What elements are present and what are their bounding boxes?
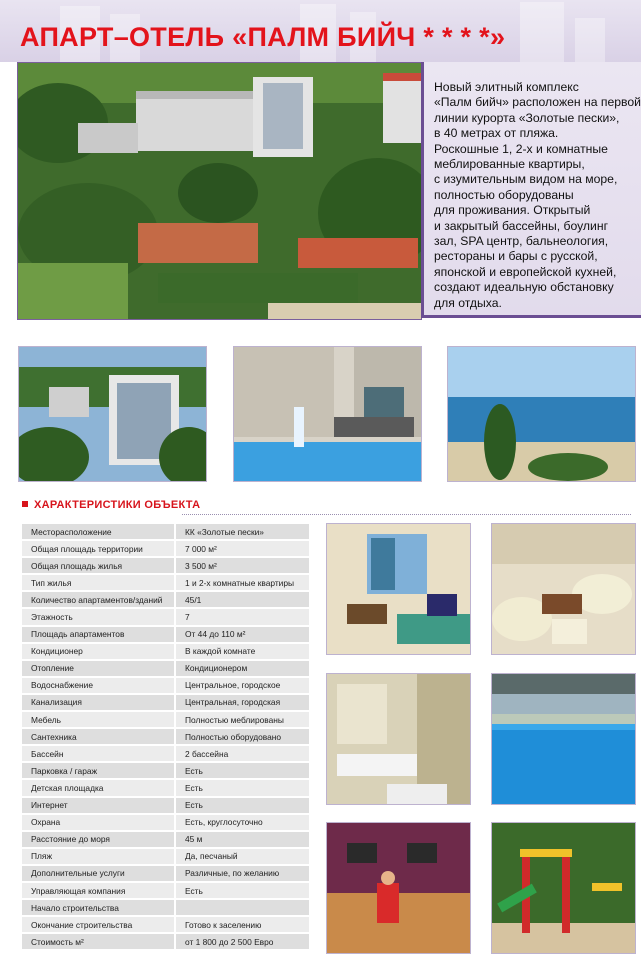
table-row [22, 557, 309, 574]
table-row [22, 591, 309, 608]
spec-value [175, 899, 309, 916]
table-row [22, 882, 309, 899]
spec-value: 2 бассейна [175, 745, 309, 762]
spec-value: 7 000 м² [175, 540, 309, 557]
spec-value: 7 [175, 608, 309, 625]
spec-label: Водоснабжение [22, 677, 175, 694]
spec-label: Начало строительства [22, 899, 175, 916]
description-line: зал, SPA центр, бальнеология, [434, 234, 609, 249]
table-row [22, 694, 309, 711]
table-row [22, 728, 309, 745]
specs-table [22, 524, 309, 951]
table-row [22, 626, 309, 643]
spec-label: Кондиционер [22, 643, 175, 660]
specs-title-text: ХАРАКТЕРИСТИКИ ОБЪЕКТА [34, 499, 201, 511]
table-row [22, 540, 309, 557]
description-line: линии курорта «Золотые пески», [434, 110, 620, 125]
table-row [22, 677, 309, 694]
photo-indoor-pool [491, 673, 636, 805]
spec-label: Месторасположение [22, 524, 175, 540]
table-row [22, 643, 309, 660]
spec-label: Этажность [22, 608, 175, 625]
spec-value: Различные, по желанию [175, 865, 309, 882]
spec-label: Стоимость м² [22, 933, 175, 950]
photo-playground [491, 822, 636, 954]
description-line: создают идеальную обстановку [434, 280, 614, 295]
spec-value: В каждой комнате [175, 643, 309, 660]
photo-bowling-hall [326, 822, 471, 954]
spec-label: Дополнительные услуги [22, 865, 175, 882]
description-line: рестораны и бары с русской, [434, 249, 598, 264]
spec-label: Канализация [22, 694, 175, 711]
spec-value: Есть, круглосуточно [175, 814, 309, 831]
photo-pool-courtyard [233, 346, 422, 482]
spec-value: Центральное, городское [175, 677, 309, 694]
table-row [22, 660, 309, 677]
table-row [22, 933, 309, 950]
spec-label: Количество апартаментов/зданий [22, 591, 175, 608]
table-row [22, 814, 309, 831]
spec-label: Интернет [22, 797, 175, 814]
spec-value: 45 м [175, 831, 309, 848]
spec-label: Расстояние до моря [22, 831, 175, 848]
spec-value: Полностью меблированы [175, 711, 309, 728]
photo-bathroom [326, 673, 471, 805]
spec-value: 45/1 [175, 591, 309, 608]
spec-label: Тип жилья [22, 574, 175, 591]
table-row [22, 831, 309, 848]
description-line: меблированные квартиры, [434, 157, 585, 172]
table-row [22, 848, 309, 865]
spec-value: От 44 до 110 м² [175, 626, 309, 643]
specs-section-title [22, 499, 200, 511]
spec-value: Центральная, городская [175, 694, 309, 711]
spec-label: Охрана [22, 814, 175, 831]
spec-label: Площадь апартаментов [22, 626, 175, 643]
table-row [22, 779, 309, 796]
spec-value: Есть [175, 762, 309, 779]
description-line: с изумительным видом на море, [434, 172, 618, 187]
spec-label: Общая площадь жилья [22, 557, 175, 574]
spec-label: Отопление [22, 660, 175, 677]
spec-label: Бассейн [22, 745, 175, 762]
description-line: Роскошные 1, 2-х и комнатные [434, 141, 608, 156]
description-line: для отдыха. [434, 295, 502, 310]
table-row [22, 574, 309, 591]
photo-sea-view [447, 346, 636, 482]
table-row [22, 762, 309, 779]
table-row [22, 865, 309, 882]
photo-apartment-bedroom [326, 523, 471, 655]
bullet-square-icon [22, 501, 28, 507]
photo-hotel-building [18, 346, 207, 482]
spec-label: Парковка / гараж [22, 762, 175, 779]
spec-value: 1 и 2-х комнатные квартиры [175, 574, 309, 591]
spec-value: Есть [175, 797, 309, 814]
table-row [22, 916, 309, 933]
spec-label: Пляж [22, 848, 175, 865]
hotel-aerial-photo [17, 62, 422, 320]
spec-label: Управляющая компания [22, 882, 175, 899]
spec-label: Сантехника [22, 728, 175, 745]
spec-label: Общая площадь территории [22, 540, 175, 557]
page-title: АПАРТ–ОТЕЛЬ «ПАЛМ БИЙЧ * * * *» [20, 22, 506, 52]
table-row [22, 524, 309, 540]
section-divider [182, 514, 631, 515]
table-row [22, 797, 309, 814]
spec-value: КК «Золотые пески» [175, 524, 309, 540]
spec-value: Есть [175, 779, 309, 796]
spec-value: 3 500 м² [175, 557, 309, 574]
spec-value: от 1 800 до 2 500 Евро [175, 933, 309, 950]
description-line: «Палм бийч» расположен на первой [434, 95, 641, 110]
spec-value: Готово к заселению [175, 916, 309, 933]
description-line: и закрытый бассейны, боулинг [434, 218, 609, 233]
description-line: японской и европейской кухней, [434, 264, 617, 279]
description-line: в 40 метрах от пляжа. [434, 126, 559, 141]
table-row [22, 711, 309, 728]
table-row [22, 608, 309, 625]
description-line: для проживания. Открытый [434, 203, 591, 218]
spec-label: Окончание строительства [22, 916, 175, 933]
description-line: полностью оборудованы [434, 187, 574, 202]
spec-label: Детская площадка [22, 779, 175, 796]
spec-value: Есть [175, 882, 309, 899]
description-panel [421, 62, 641, 318]
spec-value: Да, песчаный [175, 848, 309, 865]
table-row [22, 899, 309, 916]
description-line: Новый элитный комплекс [434, 80, 579, 94]
spec-label: Мебель [22, 711, 175, 728]
table-row [22, 745, 309, 762]
description-text [434, 80, 640, 311]
header-band [0, 0, 641, 62]
spec-value: Кондиционером [175, 660, 309, 677]
photo-living-room [491, 523, 636, 655]
spec-value: Полностью оборудовано [175, 728, 309, 745]
